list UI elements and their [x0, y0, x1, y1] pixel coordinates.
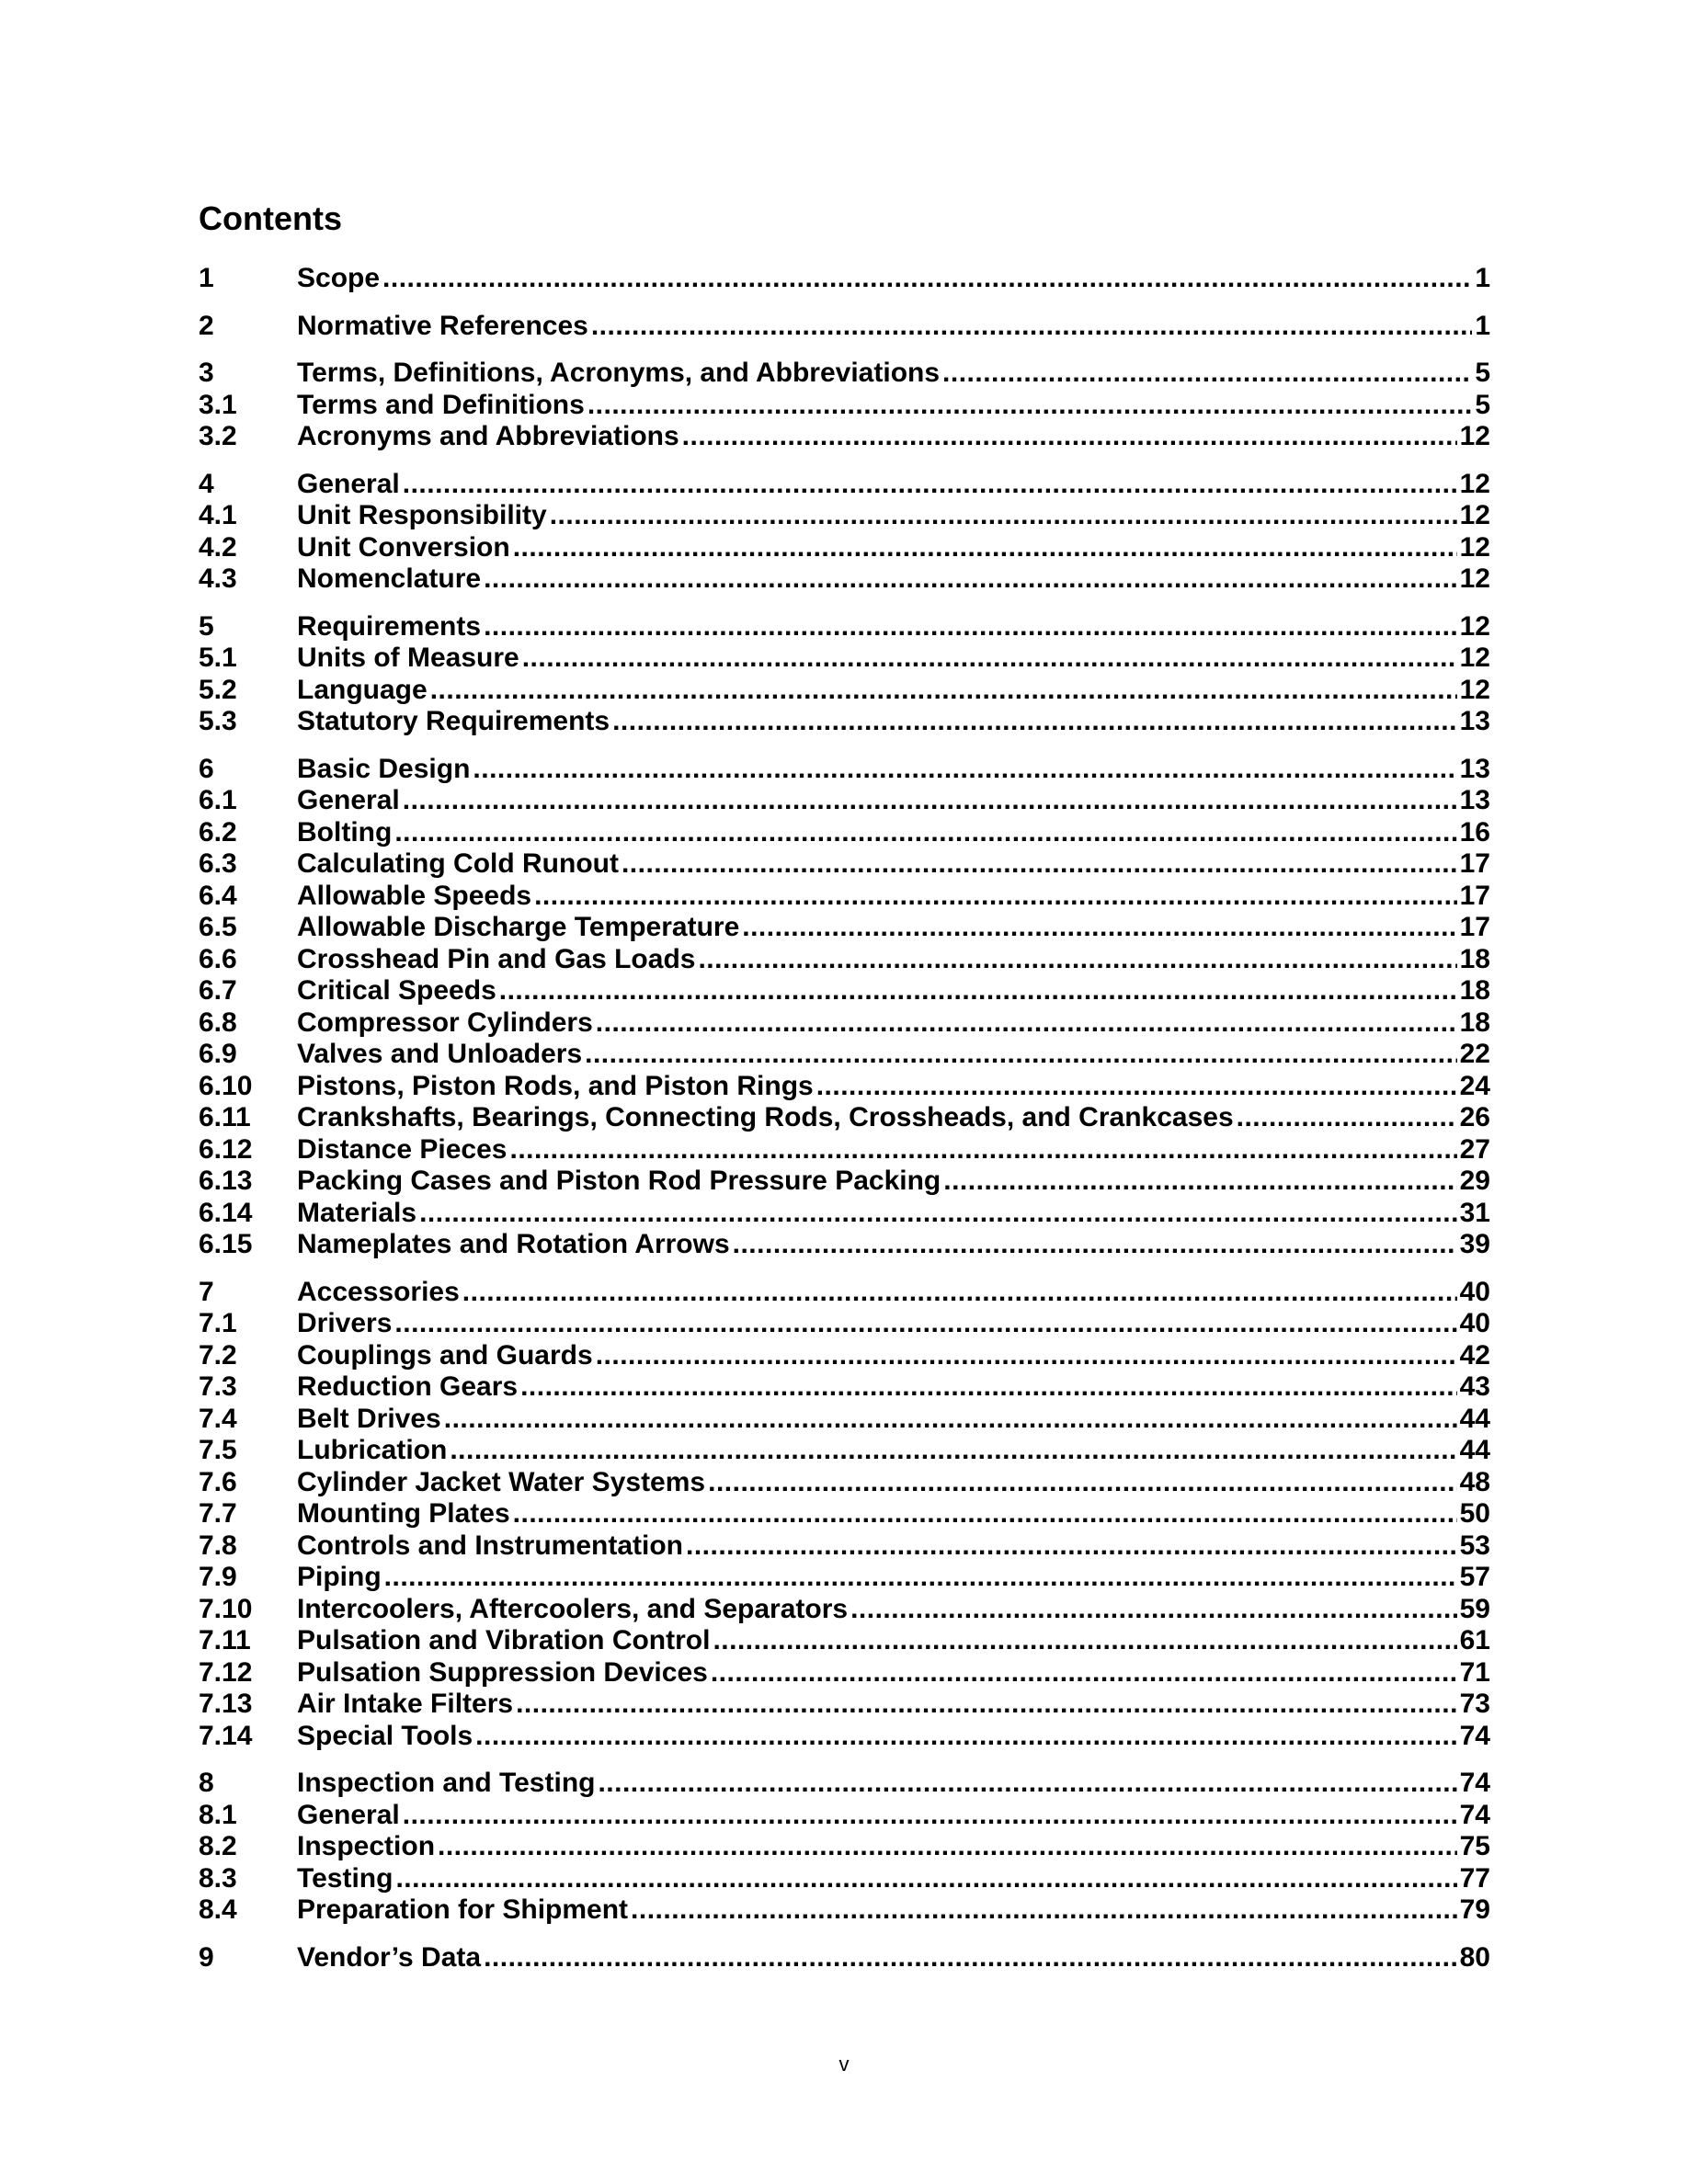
- toc-entry-number: 8.3: [199, 1862, 237, 1894]
- toc-entry-page: 61: [1459, 1625, 1490, 1655]
- toc-entry-number: 7.8: [199, 1530, 237, 1561]
- dot-leader: [850, 1594, 1457, 1626]
- toc-entry[interactable]: [199, 785, 1490, 817]
- toc-entry[interactable]: [199, 611, 1490, 643]
- toc-entry-title: General: [297, 785, 400, 815]
- toc-entry-page: 12: [1459, 563, 1490, 594]
- toc-section-group: [199, 358, 1490, 453]
- table-of-contents: [199, 263, 1490, 1989]
- toc-entry-title: Belt Drives: [297, 1403, 441, 1434]
- dot-leader: [686, 1530, 1457, 1563]
- toc-entry-number: 6.10: [199, 1070, 253, 1101]
- toc-entry-number: 9: [199, 1941, 214, 1973]
- toc-entry-page: 1: [1475, 310, 1490, 341]
- toc-entry[interactable]: [199, 1768, 1490, 1800]
- toc-entry[interactable]: [199, 1039, 1490, 1071]
- toc-entry-page: 24: [1459, 1070, 1490, 1101]
- toc-entry-number: 2: [199, 310, 214, 341]
- dot-leader: [631, 1894, 1457, 1927]
- toc-entry-page: 74: [1459, 1768, 1490, 1798]
- toc-entry[interactable]: [199, 817, 1490, 849]
- toc-entry[interactable]: [199, 1340, 1490, 1372]
- toc-entry-title: Mounting Plates: [297, 1498, 510, 1529]
- toc-entry-title: General: [297, 468, 400, 499]
- toc-entry-number: 3.2: [199, 421, 237, 451]
- toc-entry-page: 17: [1459, 912, 1490, 942]
- dot-leader: [591, 311, 1472, 343]
- toc-entry-page: 12: [1459, 674, 1490, 705]
- toc-entry-title: Pistons, Piston Rods, and Piston Rings: [297, 1070, 814, 1101]
- toc-entry-title: Distance Pieces: [297, 1133, 508, 1165]
- dot-leader: [550, 500, 1457, 532]
- dot-leader: [509, 1134, 1456, 1166]
- toc-entry[interactable]: [199, 1863, 1490, 1895]
- toc-section-group: [199, 1277, 1490, 1753]
- toc-entry[interactable]: [199, 643, 1490, 675]
- toc-entry-title: Bolting: [297, 816, 393, 847]
- dot-leader: [522, 643, 1457, 675]
- toc-entry-number: 4: [199, 468, 214, 499]
- toc-entry-title: Allowable Speeds: [297, 880, 532, 911]
- toc-entry-title: Crosshead Pin and Gas Loads: [297, 943, 696, 974]
- toc-entry-title: Drivers: [297, 1308, 393, 1338]
- toc-entry-page: 22: [1459, 1039, 1490, 1069]
- toc-entry[interactable]: [199, 1831, 1490, 1863]
- toc-entry[interactable]: [199, 500, 1490, 532]
- toc-entry[interactable]: [199, 1435, 1490, 1467]
- toc-entry-number: 5.3: [199, 706, 237, 736]
- toc-entry-number: 7.7: [199, 1498, 237, 1529]
- toc-entry[interactable]: [199, 975, 1490, 1007]
- dot-leader: [816, 1071, 1457, 1103]
- toc-entry-page: 71: [1459, 1656, 1490, 1688]
- toc-entry-page: 18: [1459, 975, 1490, 1006]
- toc-entry-page: 43: [1459, 1371, 1490, 1402]
- toc-entry-title: Requirements: [297, 610, 482, 642]
- toc-entry-page: 16: [1459, 816, 1490, 847]
- dot-leader: [598, 1768, 1456, 1800]
- toc-entry-page: 5: [1475, 358, 1490, 388]
- toc-entry-page: 57: [1459, 1562, 1490, 1592]
- dot-leader: [733, 1229, 1457, 1261]
- toc-entry-number: 7.5: [199, 1435, 237, 1465]
- toc-entry-title: Language: [297, 674, 428, 705]
- toc-entry-number: 7.10: [199, 1593, 253, 1624]
- dot-leader: [1237, 1102, 1457, 1134]
- toc-entry[interactable]: [199, 1657, 1490, 1689]
- dot-leader: [419, 1198, 1457, 1230]
- toc-entry-page: 12: [1459, 468, 1490, 499]
- toc-entry[interactable]: [199, 1942, 1490, 1974]
- toc-entry-title: Preparation for Shipment: [297, 1894, 629, 1925]
- toc-section-group: [199, 1768, 1490, 1927]
- toc-entry-title: Couplings and Guards: [297, 1339, 593, 1371]
- toc-entry-number: 6.4: [199, 880, 237, 911]
- page-number-footer: v: [838, 2053, 850, 2076]
- toc-entry-title: Compressor Cylinders: [297, 1007, 593, 1038]
- toc-entry-page: 74: [1459, 1720, 1490, 1751]
- toc-entry-number: 1: [199, 263, 214, 293]
- toc-entry-page: 12: [1459, 643, 1490, 673]
- toc-entry-number: 7.1: [199, 1308, 237, 1338]
- toc-entry[interactable]: [199, 1166, 1490, 1198]
- toc-entry-page: 17: [1459, 880, 1490, 911]
- dot-leader: [403, 785, 1457, 817]
- dot-leader: [943, 1166, 1456, 1198]
- toc-entry-page: 29: [1459, 1166, 1490, 1196]
- toc-entry-title: Reduction Gears: [297, 1371, 519, 1402]
- dot-leader: [708, 1467, 1457, 1499]
- toc-entry-page: 42: [1459, 1339, 1490, 1371]
- dot-leader: [942, 358, 1472, 390]
- toc-entry-number: 3.1: [199, 389, 237, 420]
- toc-entry-page: 50: [1459, 1498, 1490, 1529]
- dot-leader: [473, 754, 1456, 786]
- toc-entry-page: 75: [1459, 1831, 1490, 1861]
- toc-entry-page: 18: [1459, 1007, 1490, 1038]
- toc-entry-page: 53: [1459, 1530, 1490, 1561]
- toc-entry-title: Lubrication: [297, 1435, 448, 1465]
- dot-leader: [513, 532, 1457, 564]
- toc-entry-number: 8.1: [199, 1799, 237, 1830]
- toc-entry[interactable]: [199, 944, 1490, 976]
- toc-entry-number: 8: [199, 1768, 214, 1798]
- dot-leader: [462, 1277, 1457, 1309]
- toc-entry-number: 6.3: [199, 848, 237, 879]
- toc-entry[interactable]: [199, 1007, 1490, 1040]
- toc-entry-page: 17: [1459, 848, 1490, 879]
- toc-entry[interactable]: [199, 1498, 1490, 1530]
- dot-leader: [596, 1007, 1457, 1040]
- toc-entry-page: 73: [1459, 1689, 1490, 1719]
- toc-section-group: [199, 469, 1490, 596]
- toc-entry-number: 6.13: [199, 1166, 253, 1196]
- toc-entry-title: Unit Responsibility: [297, 500, 547, 530]
- dot-leader: [384, 1562, 1457, 1594]
- dot-leader: [438, 1831, 1457, 1863]
- toc-entry-title: Vendor’s Data: [297, 1941, 482, 1973]
- toc-entry-title: Unit Conversion: [297, 531, 510, 563]
- toc-entry[interactable]: [199, 1467, 1490, 1499]
- dot-leader: [711, 1657, 1457, 1689]
- toc-entry-title: Valves and Unloaders: [297, 1039, 583, 1069]
- toc-entry-title: Testing: [297, 1862, 393, 1894]
- dot-leader: [475, 1721, 1456, 1753]
- dot-leader: [742, 912, 1456, 944]
- toc-entry[interactable]: [199, 1721, 1490, 1753]
- toc-entry[interactable]: [199, 1594, 1490, 1626]
- dot-leader: [585, 1039, 1456, 1071]
- toc-entry[interactable]: [199, 1562, 1490, 1594]
- toc-entry[interactable]: [199, 311, 1490, 343]
- dot-leader: [682, 421, 1457, 453]
- toc-entry-page: 80: [1459, 1941, 1490, 1973]
- toc-entry[interactable]: [199, 754, 1490, 786]
- toc-entry-page: 44: [1459, 1403, 1490, 1434]
- toc-entry[interactable]: [199, 912, 1490, 944]
- toc-entry-title: Pulsation and Vibration Control: [297, 1625, 711, 1655]
- dot-leader: [395, 1863, 1456, 1895]
- toc-entry-number: 7.11: [199, 1625, 251, 1655]
- toc-entry-number: 4.1: [199, 500, 237, 530]
- toc-entry-number: 6.15: [199, 1229, 253, 1259]
- dot-leader: [534, 881, 1457, 913]
- toc-entry-number: 6.2: [199, 816, 237, 847]
- toc-entry[interactable]: [199, 1371, 1490, 1404]
- toc-entry[interactable]: [199, 1229, 1490, 1261]
- toc-entry-number: 7.12: [199, 1656, 253, 1688]
- toc-entry[interactable]: [199, 421, 1490, 453]
- page-title: Contents: [199, 199, 342, 237]
- toc-entry-page: 40: [1459, 1308, 1490, 1338]
- toc-entry[interactable]: [199, 563, 1490, 596]
- toc-entry-title: Nameplates and Rotation Arrows: [297, 1229, 730, 1259]
- toc-entry[interactable]: [199, 1134, 1490, 1166]
- toc-entry-page: 59: [1459, 1593, 1490, 1624]
- toc-entry[interactable]: [199, 675, 1490, 707]
- toc-entry[interactable]: [199, 1308, 1490, 1340]
- toc-entry-number: 6.5: [199, 912, 237, 942]
- toc-entry-title: Pulsation Suppression Devices: [297, 1656, 708, 1688]
- toc-entry-number: 6.12: [199, 1133, 253, 1165]
- toc-entry-title: Accessories: [297, 1276, 460, 1307]
- dot-leader: [596, 1340, 1457, 1372]
- toc-entry[interactable]: [199, 848, 1490, 881]
- dot-leader: [394, 1308, 1456, 1340]
- toc-entry-page: 12: [1459, 421, 1490, 451]
- dot-leader: [450, 1435, 1456, 1467]
- toc-entry-page: 13: [1459, 753, 1490, 784]
- dot-leader: [403, 1800, 1457, 1832]
- dot-leader: [403, 469, 1457, 501]
- toc-entry-page: 40: [1459, 1276, 1490, 1307]
- toc-entry-number: 7.14: [199, 1720, 253, 1751]
- toc-entry-number: 5: [199, 610, 214, 642]
- toc-entry[interactable]: [199, 532, 1490, 564]
- toc-entry-number: 6: [199, 753, 214, 784]
- toc-entry-title: Allowable Discharge Temperature: [297, 912, 740, 942]
- toc-entry-page: 1: [1475, 263, 1490, 293]
- toc-entry-title: General: [297, 1799, 400, 1830]
- toc-entry-page: 31: [1459, 1197, 1490, 1228]
- toc-entry-number: 5.2: [199, 674, 237, 705]
- toc-entry-title: Inspection and Testing: [297, 1768, 596, 1798]
- dot-leader: [516, 1689, 1457, 1721]
- toc-entry-title: Packing Cases and Piston Rod Pressure Packing: [297, 1166, 941, 1196]
- toc-entry-number: 7.3: [199, 1371, 237, 1402]
- toc-entry-page: 12: [1459, 531, 1490, 563]
- toc-section-group: [199, 311, 1490, 343]
- toc-entry[interactable]: [199, 390, 1490, 422]
- toc-entry-title: Inspection: [297, 1831, 436, 1861]
- toc-entry-page: 27: [1459, 1133, 1490, 1165]
- toc-entry[interactable]: [199, 706, 1490, 738]
- toc-entry-page: 13: [1459, 706, 1490, 736]
- toc-entry-number: 7.4: [199, 1403, 237, 1434]
- dot-leader: [484, 1942, 1457, 1974]
- toc-entry-title: Intercoolers, Aftercoolers, and Separators: [297, 1593, 849, 1624]
- toc-entry-title: Air Intake Filters: [297, 1689, 514, 1719]
- dot-leader: [484, 611, 1457, 643]
- toc-entry-number: 3: [199, 358, 214, 388]
- toc-entry-page: 44: [1459, 1435, 1490, 1465]
- toc-entry-title: Piping: [297, 1562, 382, 1592]
- toc-section-group: [199, 263, 1490, 295]
- toc-entry-page: 13: [1459, 785, 1490, 815]
- toc-entry-number: 6.11: [199, 1102, 251, 1132]
- toc-entry-number: 7.13: [199, 1689, 253, 1719]
- toc-entry-title: Statutory Requirements: [297, 706, 610, 736]
- toc-entry-number: 4.3: [199, 563, 237, 594]
- dot-leader: [394, 817, 1456, 849]
- toc-entry-number: 6.8: [199, 1007, 237, 1038]
- toc-entry-page: 79: [1459, 1894, 1490, 1925]
- dot-leader: [499, 975, 1457, 1007]
- toc-entry[interactable]: [199, 1625, 1490, 1657]
- dot-leader: [622, 848, 1457, 881]
- toc-entry[interactable]: [199, 469, 1490, 501]
- dot-leader: [587, 390, 1472, 422]
- toc-entry-title: Acronyms and Abbreviations: [297, 421, 679, 451]
- toc-entry-page: 39: [1459, 1229, 1490, 1259]
- toc-section-group: [199, 754, 1490, 1261]
- toc-entry[interactable]: [199, 1404, 1490, 1436]
- toc-entry-number: 4.2: [199, 531, 237, 563]
- toc-entry[interactable]: [199, 1689, 1490, 1721]
- toc-entry-title: Nomenclature: [297, 563, 482, 594]
- toc-entry-title: Special Tools: [297, 1720, 473, 1751]
- dot-leader: [612, 706, 1457, 738]
- toc-entry-title: Scope: [297, 263, 381, 293]
- toc-entry-number: 7.2: [199, 1339, 237, 1371]
- toc-entry-title: Crankshafts, Bearings, Connecting Rods, Crossheads, and Crankcases: [297, 1102, 1234, 1132]
- toc-entry-number: 6.14: [199, 1197, 253, 1228]
- toc-entry[interactable]: [199, 1102, 1490, 1134]
- toc-entry-title: Calculating Cold Runout: [297, 848, 619, 879]
- dot-leader: [444, 1404, 1457, 1436]
- toc-entry[interactable]: [199, 1071, 1490, 1103]
- toc-entry[interactable]: [199, 1800, 1490, 1832]
- toc-entry[interactable]: [199, 1894, 1490, 1927]
- toc-entry-number: 7: [199, 1276, 214, 1307]
- toc-entry-page: 18: [1459, 943, 1490, 974]
- toc-entry-title: Controls and Instrumentation: [297, 1530, 683, 1561]
- toc-entry-page: 77: [1459, 1862, 1490, 1894]
- toc-entry-title: Basic Design: [297, 753, 471, 784]
- toc-entry-title: Materials: [297, 1197, 417, 1228]
- toc-entry-page: 5: [1475, 389, 1490, 420]
- toc-entry[interactable]: [199, 263, 1490, 295]
- dot-leader: [513, 1498, 1457, 1530]
- toc-entry[interactable]: [199, 1277, 1490, 1309]
- dot-leader: [484, 563, 1457, 596]
- toc-entry-number: 8.4: [199, 1894, 237, 1925]
- toc-section-group: [199, 611, 1490, 738]
- toc-entry-title: Terms, Definitions, Acronyms, and Abbreviations: [297, 358, 941, 388]
- toc-entry-title: Critical Speeds: [297, 975, 496, 1006]
- toc-entry-number: 8.2: [199, 1831, 237, 1861]
- dot-leader: [713, 1625, 1456, 1657]
- toc-entry[interactable]: [199, 1530, 1490, 1563]
- toc-section-group: [199, 1942, 1490, 1974]
- dot-leader: [698, 944, 1456, 976]
- toc-entry-title: Terms and Definitions: [297, 389, 585, 420]
- toc-entry-title: Units of Measure: [297, 643, 519, 673]
- toc-entry-page: 12: [1459, 500, 1490, 530]
- toc-entry-title: Normative References: [297, 310, 588, 341]
- toc-entry-number: 6.6: [199, 943, 237, 974]
- toc-entry-number: 5.1: [199, 643, 237, 673]
- dot-leader: [430, 675, 1457, 707]
- toc-entry-number: 6.9: [199, 1039, 237, 1069]
- toc-entry-number: 6.7: [199, 975, 237, 1006]
- toc-entry-title: Cylinder Jacket Water Systems: [297, 1466, 706, 1497]
- dot-leader: [382, 263, 1472, 295]
- toc-entry[interactable]: [199, 1198, 1490, 1230]
- toc-entry-page: 12: [1459, 610, 1490, 642]
- toc-entry[interactable]: [199, 358, 1490, 390]
- dot-leader: [520, 1371, 1457, 1404]
- toc-entry-number: 7.9: [199, 1562, 237, 1592]
- toc-entry-page: 74: [1459, 1799, 1490, 1830]
- toc-entry[interactable]: [199, 881, 1490, 913]
- toc-entry-number: 7.6: [199, 1466, 237, 1497]
- toc-entry-page: 26: [1459, 1102, 1490, 1132]
- toc-entry-number: 6.1: [199, 785, 237, 815]
- toc-entry-page: 48: [1459, 1466, 1490, 1497]
